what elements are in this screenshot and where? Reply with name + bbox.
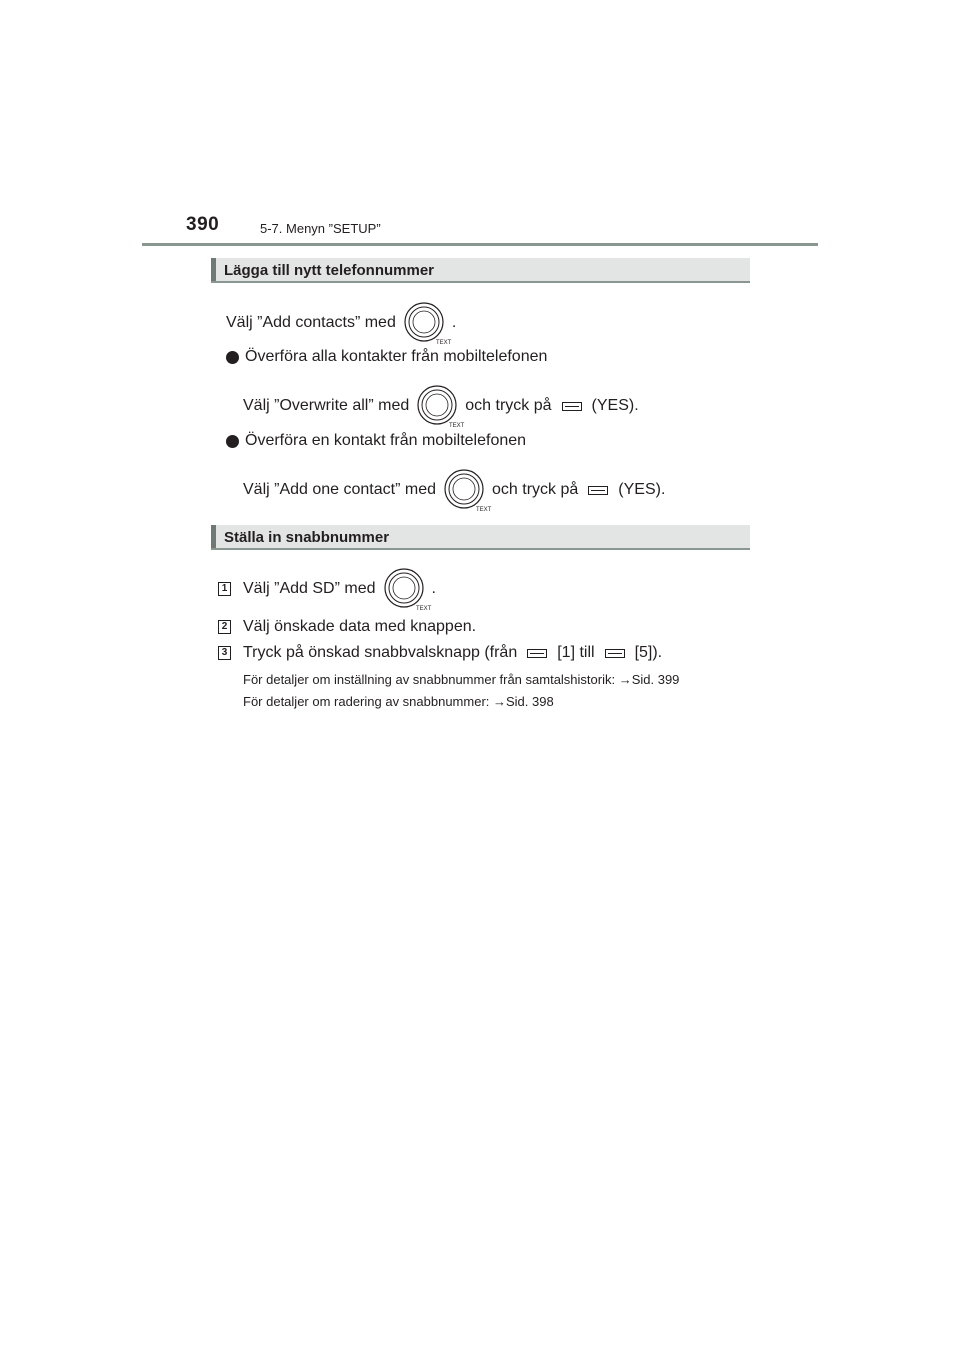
instruction-overwrite-all: Välj ”Overwrite all” med TEXT och tryck på (YES).	[243, 384, 639, 428]
section-title: Lägga till nytt telefonnummer	[224, 262, 435, 279]
note-call-history: För detaljer om inställning av snabbnummer från samtalshistorik: →Sid. 399	[243, 672, 680, 687]
svg-text:TEXT: TEXT	[449, 423, 465, 429]
section-title: Ställa in snabbnummer	[224, 529, 390, 546]
section-heading-add-number	[211, 258, 750, 283]
step-number-1: 1	[218, 582, 231, 596]
yes-button-icon	[588, 486, 608, 495]
bullet-icon	[226, 351, 239, 364]
svg-text:TEXT: TEXT	[415, 606, 431, 612]
tune-dial-icon	[402, 301, 452, 346]
step-2: Välj önskade data med knappen.	[243, 618, 477, 635]
svg-text:TEXT: TEXT	[435, 340, 452, 346]
section-heading-speed-dial	[211, 525, 750, 550]
step-3: Tryck på önskad snabbvalsknapp (från [1] till [5]).	[243, 644, 663, 661]
preset-button-icon	[527, 649, 547, 658]
preset-button-icon	[605, 649, 625, 658]
instruction-add-contacts: Välj ”Add contacts” med TEXT .	[226, 301, 456, 345]
page-number: 390	[186, 214, 220, 235]
step-number-2: 2	[218, 620, 231, 634]
tune-dial-icon	[442, 468, 492, 513]
header-rule	[142, 243, 818, 246]
tune-dial-icon	[382, 567, 431, 612]
step-1: Välj ”Add SD” med TEXT .	[243, 567, 436, 611]
yes-button-icon	[562, 402, 582, 411]
note-delete: För detaljer om radering av snabbnummer: →Sid. 398	[243, 694, 554, 709]
instruction-add-one-contact: Välj ”Add one contact” med TEXT och tryck på (YES).	[243, 468, 665, 512]
bullet-icon	[226, 435, 239, 448]
running-header: 5-7. Menyn ”SETUP”	[260, 221, 381, 236]
bullet-overwrite-all-title: Överföra alla kontakter från mobiltelefonen	[226, 342, 547, 372]
step-number-3: 3	[218, 646, 231, 660]
bullet-add-one-title: Överföra en kontakt från mobiltelefonen	[226, 426, 526, 456]
tune-dial-icon	[415, 384, 465, 429]
svg-text:TEXT: TEXT	[476, 507, 492, 513]
